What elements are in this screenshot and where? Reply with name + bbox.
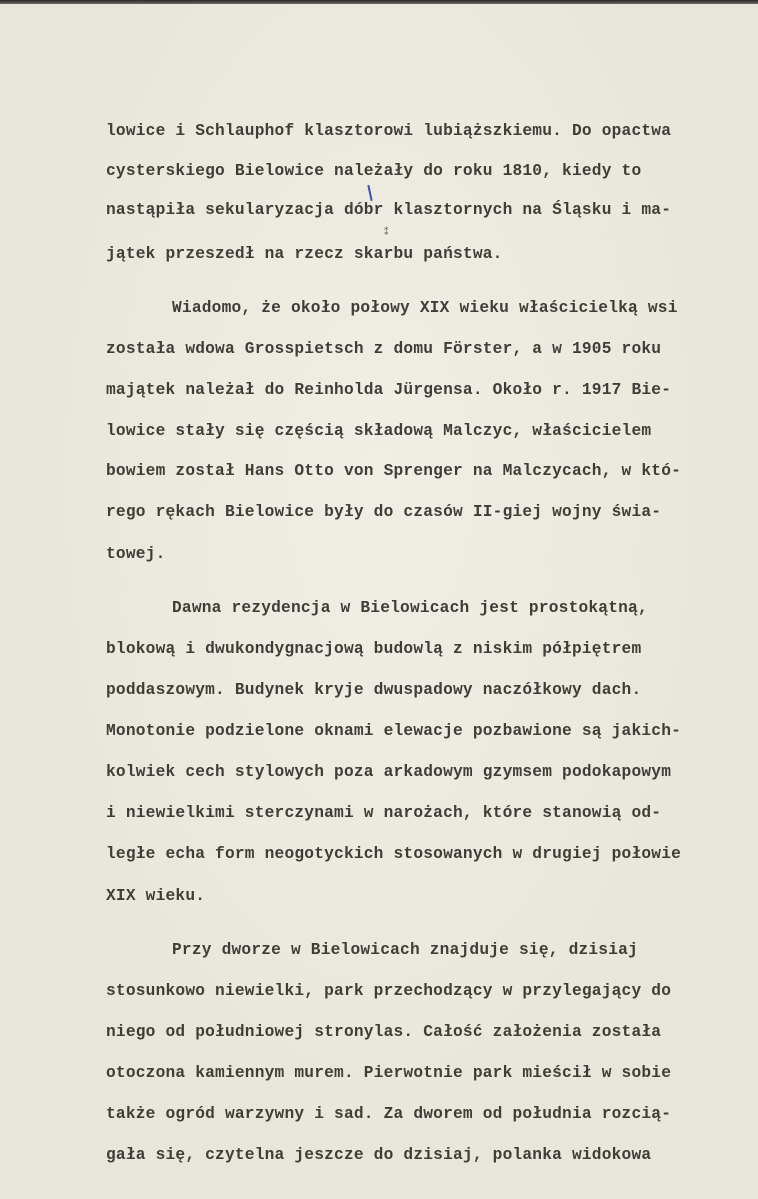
text-line: także ogród warzywny i sad. Za dworem od południa rozcią- [106, 1105, 672, 1123]
text-line: gała się, czytelna jeszcze do dzisiaj, polanka widokowa [106, 1146, 652, 1164]
text-line: majątek należał do Reinholda Jürgensa. Około r. 1917 Bie- [106, 381, 672, 399]
text-line: lowice i Schlauphof klasztorowi lubiąższkiemu. Do opactwa [106, 122, 672, 140]
text-line: Przy dworze w Bielowicach znajduje się, dzisiaj [172, 941, 638, 959]
text-line: rego rękach Bielowice były do czasów II-giej wojny świa- [106, 503, 662, 521]
text-line: bowiem został Hans Otto von Sprenger na Malczycach, w któ- [106, 462, 682, 480]
text-line: kolwiek cech stylowych poza arkadowym gzymsem podokapowym [106, 763, 672, 781]
text-line: otoczona kamiennym murem. Pierwotnie park mieścił w sobie [106, 1064, 672, 1082]
text-line: cysterskiego Bielowice należały do roku 1810, kiedy to [106, 162, 642, 180]
text-line: i niewielkimi sterczynami w narożach, które stanowią od- [106, 804, 662, 822]
text-line: niego od południowej stronylas. Całość założenia została [106, 1023, 662, 1041]
text-line: poddaszowym. Budynek kryje dwuspadowy naczółkowy dach. [106, 681, 642, 699]
text-line: XIX wieku. [106, 887, 206, 905]
text-line: Monotonie podzielone oknami elewacje pozbawione są jakich- [106, 722, 682, 740]
text-line: stosunkowo niewielki, park przechodzący w przylegający do [106, 982, 672, 1000]
text-line: jątek przeszedł na rzecz skarbu państwa. [106, 245, 503, 263]
text-line: blokową i dwukondygnacjową budowlą z niskim półpiętrem [106, 640, 642, 658]
text-line: Wiadomo, że około połowy XIX wieku właścicielką wsi [172, 299, 678, 317]
text-line: ległe echa form neogotyckich stosowanych w drugiej połowie [106, 845, 682, 863]
text-line: nastąpiła sekularyzacja dóbr klasztornych na Śląsku i ma- [106, 201, 672, 219]
small-ink-mark: ⁑ [384, 228, 389, 238]
text-line: została wdowa Grosspietsch z domu Förster, a w 1905 roku [106, 340, 662, 358]
text-line: towej. [106, 545, 166, 563]
text-line: Dawna rezydencja w Bielowicach jest prostokątną, [172, 599, 648, 617]
text-line: lowice stały się częścią składową Malczyc, właścicielem [106, 422, 652, 440]
